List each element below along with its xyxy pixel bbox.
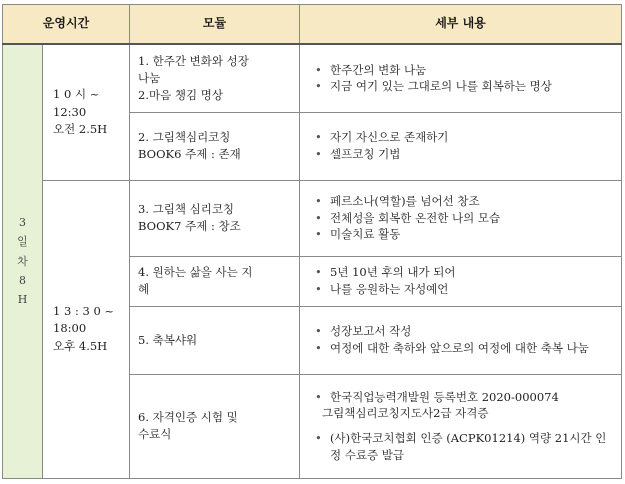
detail-item: • 한주간의 변화 나눔 [312, 62, 611, 79]
module-text: 3. 그림책 심리코칭 [138, 202, 235, 217]
detail-item: • 전체성을 회복한 온전한 나의 모습 [312, 210, 611, 227]
module-text: 혜 [138, 282, 150, 296]
time-text: 1 0 시 ~ [53, 87, 100, 102]
detail-cell [300, 256, 622, 306]
detail-item: • 성장보고서 작성 [312, 323, 611, 340]
module-cell [130, 306, 300, 374]
module-text: 5. 축복샤워 [138, 332, 198, 347]
module-text: 6. 자격인증 시험 및 [138, 410, 238, 425]
detail-item: • 5년 10년 후의 내가 되어 [312, 264, 611, 281]
time-text: 오후 4.5H [53, 338, 108, 353]
detail-cell [300, 374, 622, 478]
module-cell [130, 180, 300, 256]
time-text: 오전 2.5H [53, 121, 108, 136]
table-row [3, 180, 622, 256]
header-time: 운영시간 [3, 5, 130, 45]
header-module: 모듈 [130, 5, 300, 45]
module-text: 1. 한주간 변화와 성장 [138, 54, 249, 69]
day-char: 8 [19, 273, 26, 287]
day-char: 일 [17, 235, 28, 249]
time-text: 1 3 : 3 0 ~ [53, 304, 115, 319]
header-row [3, 5, 622, 45]
module-text: 2. 그림책심리코칭 [138, 130, 231, 145]
detail-item: • 미술치료 활동 [312, 226, 611, 243]
module-text: 2.마음 챙김 명상 [138, 87, 223, 102]
detail-item: • 나를 응원하는 자성예언 [312, 281, 611, 298]
time-text: 18:00 [53, 321, 87, 336]
module-cell [130, 112, 300, 180]
module-text: 4. 원하는 삶을 사는 지 [138, 265, 253, 280]
module-text: 나눔 [138, 70, 161, 85]
detail-cell [300, 180, 622, 256]
module-cell [130, 374, 300, 478]
table-row [3, 44, 622, 112]
header-detail: 세부 내용 [300, 5, 622, 45]
module-cell [130, 44, 300, 112]
day-label [3, 44, 43, 478]
day-char: 3 [19, 216, 26, 230]
detail-cell [300, 44, 622, 112]
module-text: BOOK6 주제 : 존재 [138, 147, 241, 161]
session-time-afternoon [43, 180, 130, 478]
module-cell [130, 256, 300, 306]
detail-item: • 자기 자신으로 존재하기 [312, 129, 611, 146]
time-text: 12:30 [53, 104, 87, 119]
schedule-table [2, 4, 622, 479]
detail-item: • 여정에 대한 축하와 앞으로의 여정에 대한 축복 나눔 [312, 340, 611, 357]
detail-note: 그림책심리코칭지도사2급 자격증 [322, 406, 489, 421]
detail-cell [300, 112, 622, 180]
detail-item: • 지금 여기 있는 그대로의 나를 회복하는 명상 [312, 78, 611, 95]
session-time-morning [43, 44, 130, 180]
module-text: 수료식 [138, 427, 172, 441]
day-char: 차 [17, 254, 28, 268]
detail-item: • 셀프코칭 기법 [312, 146, 611, 163]
detail-item: • (사)한국코치협회 인증 (ACPK01214) 역량 21시간 인정 수료증 발급 [312, 430, 611, 463]
detail-item: • 페르소나(역할)를 넘어선 창조 [312, 193, 611, 210]
day-char: H [17, 293, 28, 307]
module-text: BOOK7 주제 : 창조 [138, 219, 241, 233]
detail-item: • 한국직업능력개발원 등록번호 2020-000074 [312, 389, 611, 406]
detail-cell [300, 306, 622, 374]
